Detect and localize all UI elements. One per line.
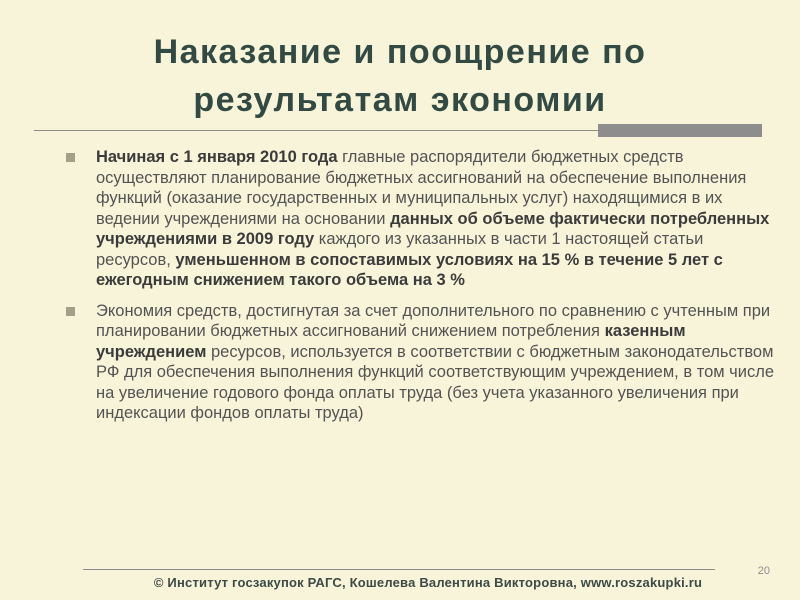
bullet-2-text-2: ресурсов, используется в соответствии с бюджетным законодательством РФ для обеспечения выполнения функций соответствующим учреждением, в том числе на увеличение годового фонда оплаты труда (без учета указанного увеличения при индексации фондов оплаты труда) <box>96 342 775 422</box>
bullet-2-bold: казенным учреждением <box>96 322 686 361</box>
bullet-1-bold-date: Начиная с 1 января 2010 года <box>96 148 338 166</box>
footer-divider <box>83 569 715 570</box>
bullet-1-text-2: каждого из указанных в части 1 настоящей статьи ресурсов, <box>96 230 704 269</box>
bullet-item-1 <box>64 147 776 291</box>
bullet-1-bold-reduction: уменьшенном в сопоставимых условиях на 15 % в течение 5 лет с ежегодным снижением такого объема на 3 % <box>96 250 723 289</box>
bullet-list <box>64 147 776 434</box>
bullet-1-bold-data: данных об объеме фактически потребленных учреждениями в 2009 году <box>96 209 770 248</box>
slide-title <box>20 28 780 124</box>
bullet-item-2 <box>64 301 776 424</box>
title-line-2: результатам экономии <box>193 81 607 119</box>
square-bullet-icon <box>66 153 75 162</box>
bullet-1-text: главные распорядители бюджетных средств осуществляют планирование бюджетных ассигнований на обеспечение выполнения функций (оказание государственных и муниципальных услуг) находящимися в их ведении учреждениями на основании <box>96 148 747 228</box>
square-bullet-icon <box>66 307 75 316</box>
page-number: 20 <box>757 565 770 577</box>
bullet-2-text: Экономия средств, достигнутая за счет дополнительного по сравнению с учтенным при планировании бюджетных ассигнований снижением потребления <box>96 301 771 340</box>
footer-copyright: © Институт госзакупок РАГС, Кошелева Валентина Викторовна, www.roszakupki.ru <box>153 575 703 590</box>
title-line-1: Наказание и поощрение по <box>153 33 647 71</box>
title-divider-accent <box>598 124 762 137</box>
